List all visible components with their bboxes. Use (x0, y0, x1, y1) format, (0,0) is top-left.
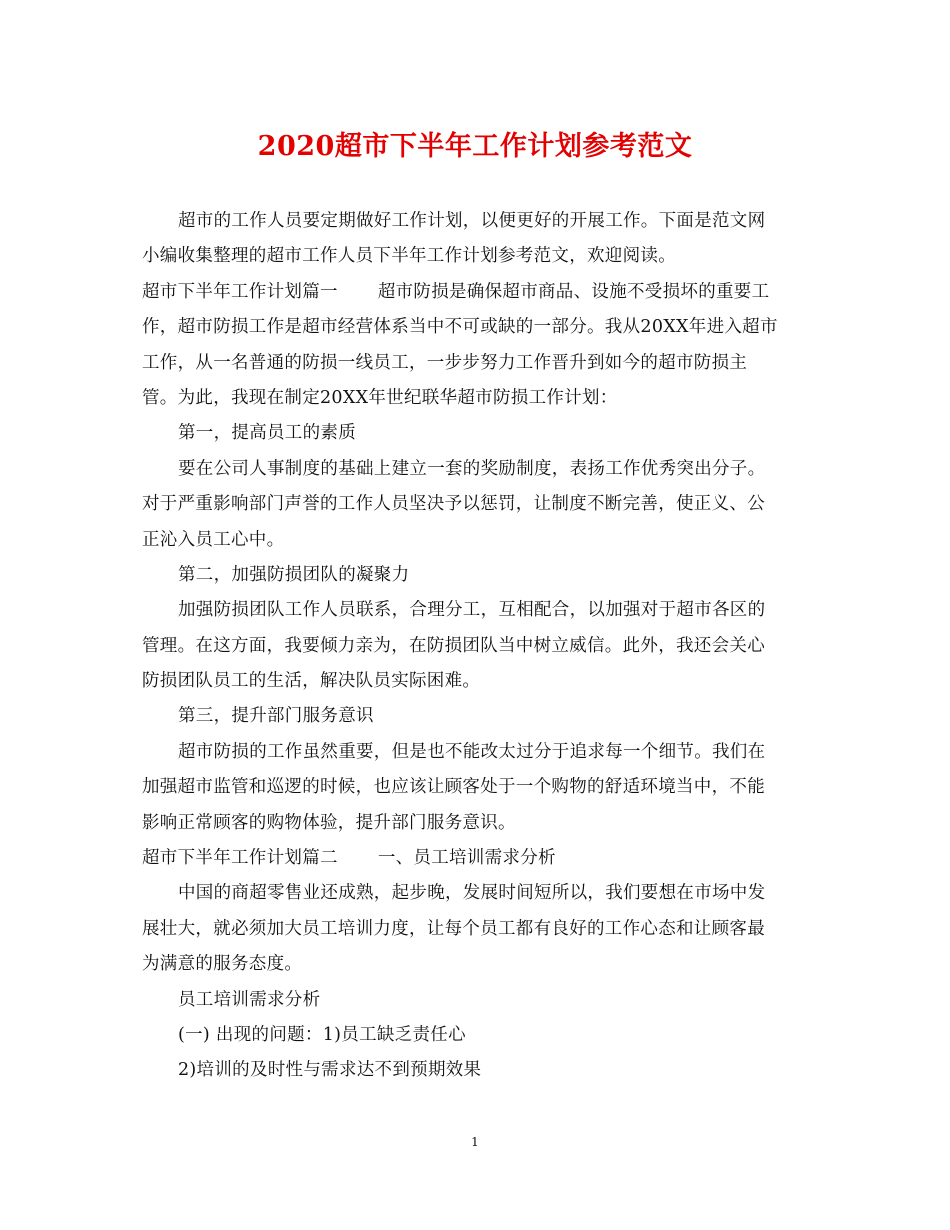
paragraph-line: 中国的商超零售业还成熟，起步晚，发展时间短所以，我们要想在市场中发 (178, 883, 766, 904)
paragraph-line: 加强防损团队工作人员联系，合理分工，互相配合，以加强对于超市各区的 (178, 600, 766, 621)
paragraph-line: 管。为此，我现在制定20XX年世纪联华超市防损工作计划： (142, 387, 618, 408)
document-title: 2020超市下半年工作计划参考范文 (257, 131, 693, 162)
paragraph-line: 小编收集整理的超市工作人员下半年工作计划参考范文，欢迎阅读。 (142, 246, 676, 267)
list-item: (一) 出现的问题：1)员工缺乏责任心 (178, 1024, 466, 1045)
section-heading-part2: 超市下半年工作计划篇二 (142, 848, 338, 869)
paragraph-line: 对于严重影响部门声誉的工作人员坚决予以惩罚，让制度不断完善，使正义、公 (142, 494, 765, 515)
section-heading-line (142, 841, 802, 876)
paragraph-line: 要在公司人事制度的基础上建立一套的奖励制度，表扬工作优秀突出分子。 (178, 458, 766, 479)
paragraph-line: 正沁入员工心中。 (142, 529, 285, 550)
section-heading-part1: 超市下半年工作计划篇一 (142, 281, 338, 302)
page-number: 1 (471, 1135, 479, 1149)
paragraph-line: 加强超市监管和巡逻的时候，也应该让顾客处于一个购物的舒适环境当中，不能 (142, 777, 765, 798)
subheading-line: 第二，加强防损团队的凝聚力 (178, 564, 410, 585)
document-body (142, 204, 802, 1089)
list-item: 2)培训的及时性与需求达不到预期效果 (178, 1060, 482, 1081)
subheading-line: 第一，提高员工的素质 (178, 423, 356, 444)
paragraph-line: 超市防损的工作虽然重要，但是也不能改太过分于追求每一个细节。我们在 (178, 741, 766, 762)
subheading-line: 员工培训需求分析 (178, 989, 321, 1010)
paragraph-line: 影响正常顾客的购物体验，提升部门服务意识。 (142, 812, 516, 833)
paragraph-text: 一、员工培训需求分析 (377, 848, 556, 869)
paragraph-line: 防损团队员工的生活，解决队员实际困难。 (142, 671, 481, 692)
paragraph-line: 作，超市防损工作是超市经营体系当中不可或缺的一部分。我从20XX年进入超市 (142, 317, 778, 338)
paragraph-line: 展壮大，就必须加大员工培训力度，让每个员工都有良好的工作心态和让顾客最 (142, 918, 765, 939)
section-heading-line (142, 275, 802, 310)
paragraph-line: 管理。在这方面，我要倾力亲为，在防损团队当中树立威信。此外，我还会关心 (142, 635, 765, 656)
paragraph-line: 工作，从一名普通的防损一线员工，一步步努力工作晋升到如今的超市防损主 (142, 352, 748, 373)
paragraph-line: 超市的工作人员要定期做好工作计划，以便更好的开展工作。下面是范文网 (178, 211, 766, 231)
subheading-line: 第三，提升部门服务意识 (178, 706, 374, 727)
paragraph-line: 为满意的服务态度。 (142, 954, 303, 975)
paragraph-text: 超市防损是确保超市商品、设施不受损坏的重要工 (377, 281, 770, 302)
